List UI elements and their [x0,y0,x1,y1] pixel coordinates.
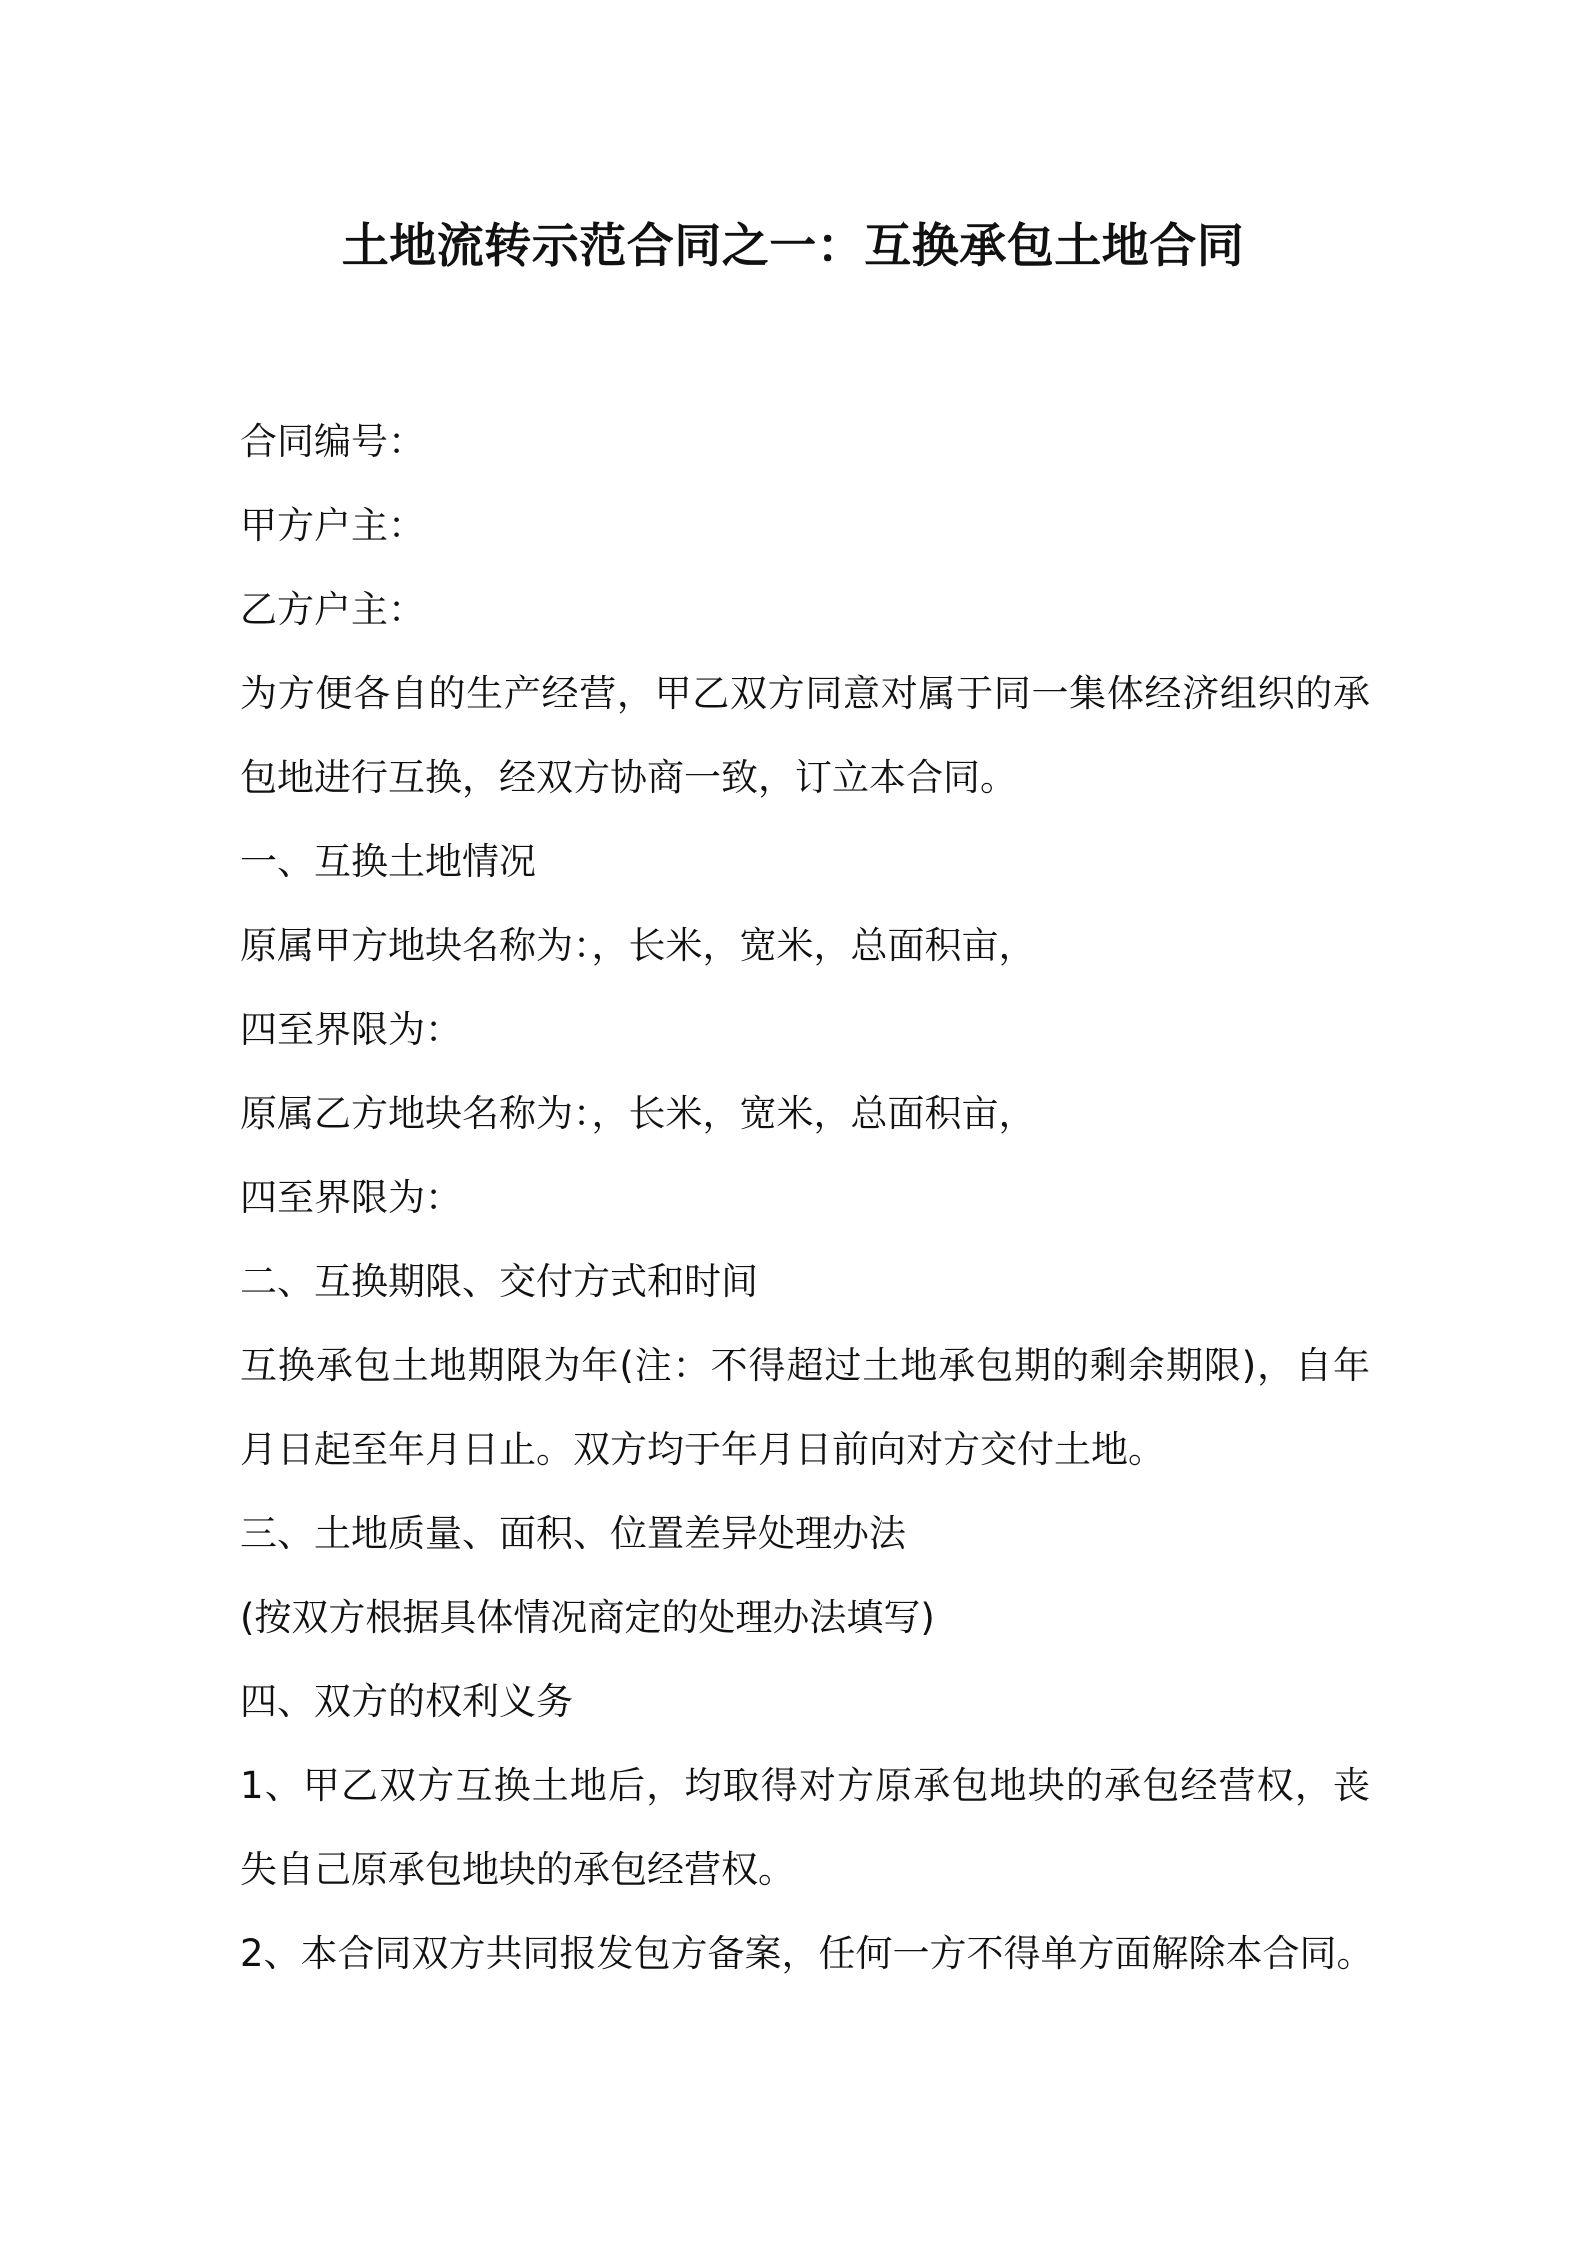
term-paragraph: 互换承包土地期限为年(注：不得超过土地承包期的剩余期限)，自年月日起至年月日止。双方均于年月日前向对方交付土地。 [240,1344,1370,1471]
section-2-heading: 二、互换期限、交付方式和时间 [240,1260,758,1303]
party-a-boundary-line: 四至界限为： [240,1008,462,1051]
document-title: 土地流转示范合同之一：互换承包土地合同 [341,219,1245,274]
section-3-note: (按双方根据具体情况商定的处理办法填写) [240,1596,935,1639]
party-b-boundary-line: 四至界限为： [240,1176,462,1219]
party-a-line: 甲方户主： [240,504,425,547]
preamble-paragraph: 为方便各自的生产经营，甲乙双方同意对属于同一集体经济组织的承包地进行互换，经双方协商一致，订立本合同。 [240,672,1370,799]
clause-1-paragraph: 1、甲乙双方互换土地后，均取得对方原承包地块的承包经营权，丧失自己原承包地块的承包经营权。 [240,1764,1370,1891]
contract-number-line: 合同编号： [240,420,425,463]
party-b-plot-line: 原属乙方地块名称为：，长米，宽米，总面积亩， [240,1092,1036,1135]
party-a-plot-line: 原属甲方地块名称为：，长米，宽米，总面积亩， [240,924,1036,967]
document-body [240,400,1374,1996]
section-1-heading: 一、互换土地情况 [240,840,536,883]
section-4-heading: 四、双方的权利义务 [240,1680,573,1723]
party-b-line: 乙方户主： [240,588,425,631]
section-3-heading: 三、土地质量、面积、位置差异处理办法 [240,1512,906,1555]
clause-2-line: 2、本合同双方共同报发包方备案，任何一方不得单方面解除本合同。 [240,1932,1374,1975]
